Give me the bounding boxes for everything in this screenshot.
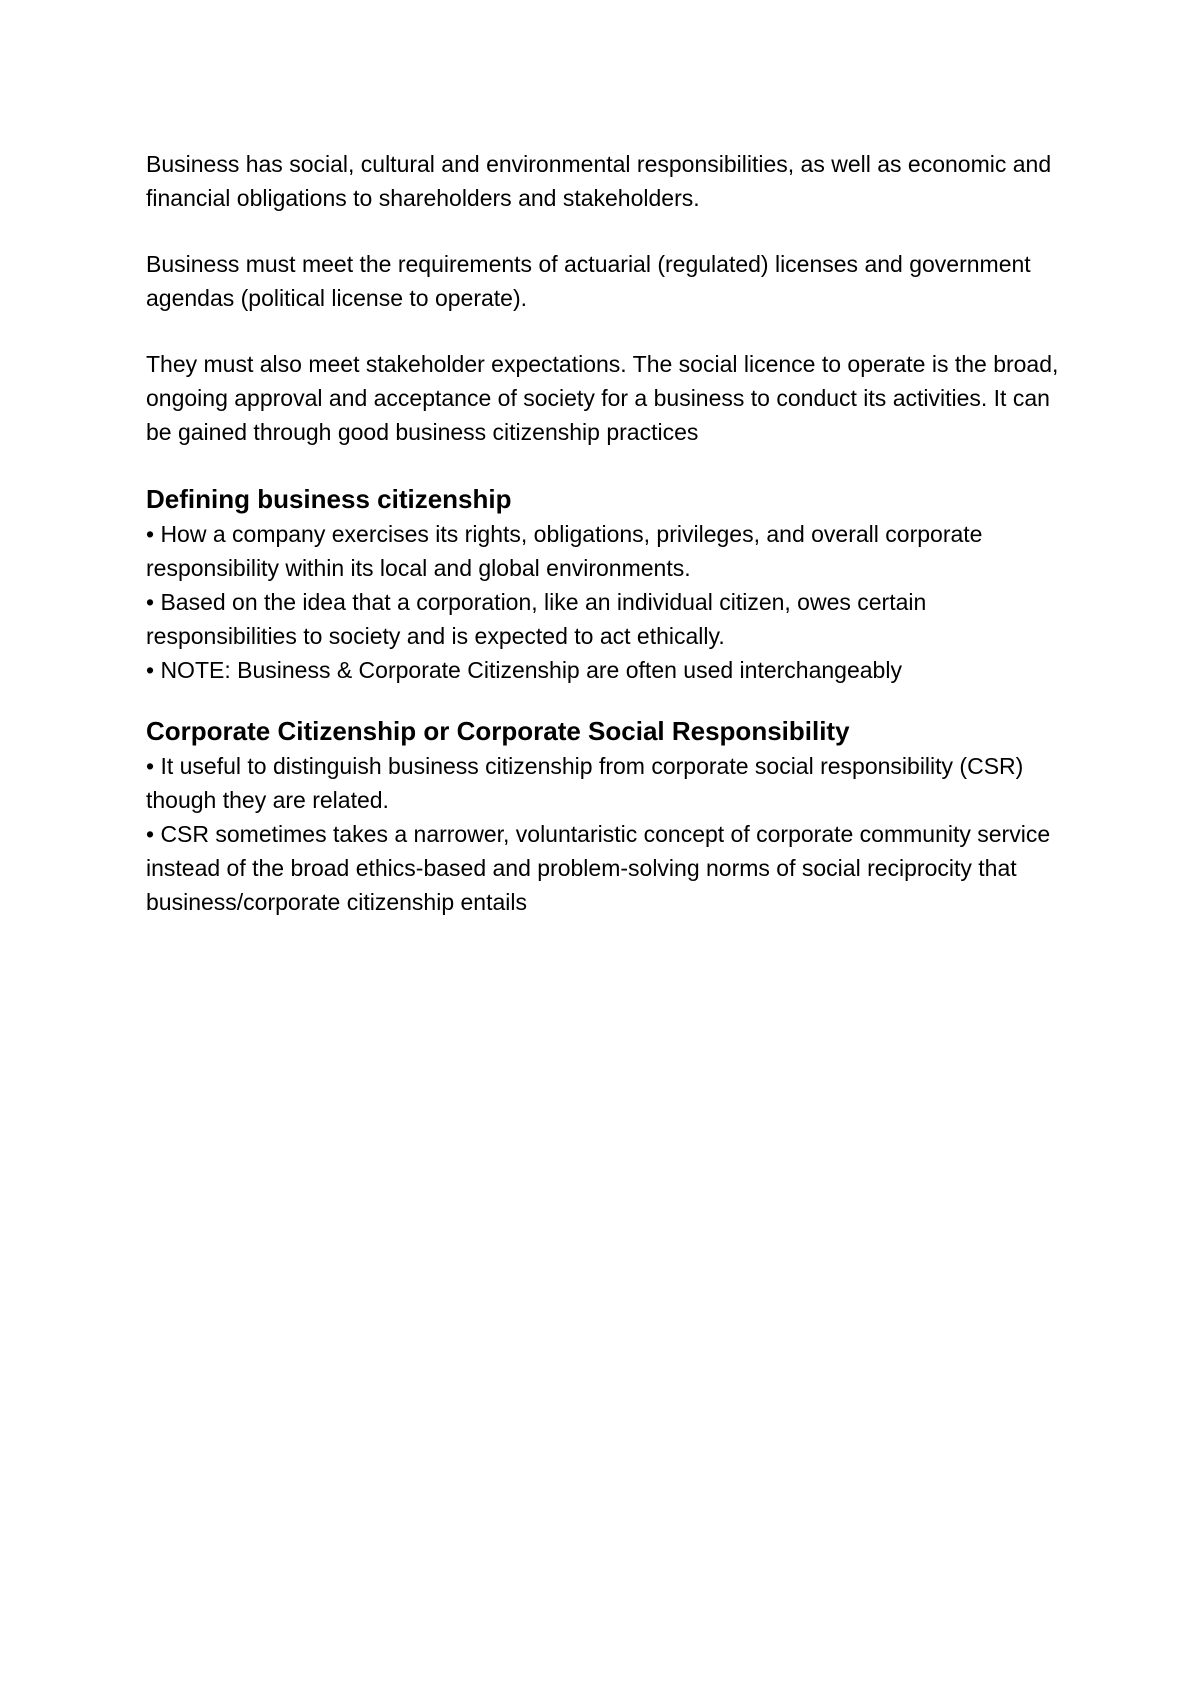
intro-paragraph-1: Business has social, cultural and environmental responsibilities, as well as economic and financial obligations to shareholders and stakeholders.: [146, 151, 1052, 211]
section-defining-business-citizenship: [146, 481, 1076, 687]
bullet-item: • NOTE: Business & Corporate Citizenship are often used interchangeably: [146, 657, 902, 683]
bullet-item: • How a company exercises its rights, obligations, privileges, and overall corporate responsibility within its local and global environments.: [146, 521, 983, 581]
document-body: [146, 147, 1076, 945]
section-heading: Corporate Citizenship or Corporate Social Responsibility: [146, 716, 850, 746]
bullet-item: • CSR sometimes takes a narrower, voluntaristic concept of corporate community service instead of the broad ethics-based and problem-solving norms of social reciprocity that business/corporate citizenship entails: [146, 821, 1051, 915]
intro-paragraph-2: Business must meet the requirements of actuarial (regulated) licenses and government agendas (political license to operate).: [146, 251, 1031, 311]
section-heading: Defining business citizenship: [146, 484, 512, 514]
section-corporate-citizenship-or-csr: [146, 713, 1076, 919]
bullet-item: • Based on the idea that a corporation, like an individual citizen, owes certain responsibilities to society and is expected to act ethically.: [146, 589, 927, 649]
bullet-item: • It useful to distinguish business citizenship from corporate social responsibility (CSR) though they are related.: [146, 753, 1024, 813]
intro-paragraph-3: They must also meet stakeholder expectations. The social licence to operate is the broad, ongoing approval and acceptance of society for a business to conduct its activities. It can be gained through good business citizenship practices: [146, 351, 1059, 445]
